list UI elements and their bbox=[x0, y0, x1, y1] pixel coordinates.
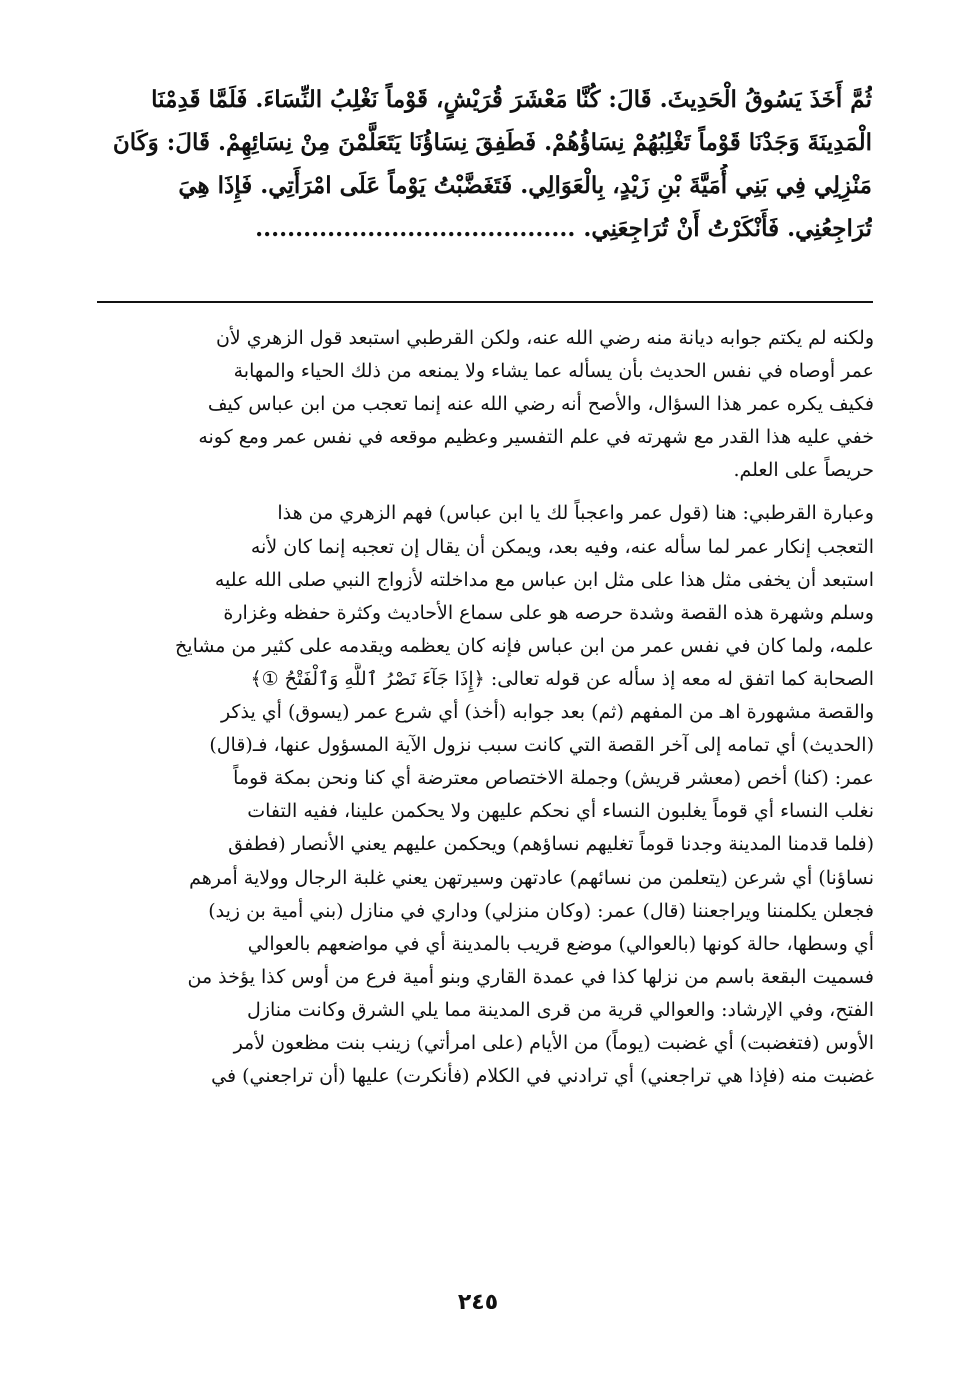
commentary-line: نساؤنا) أي شرعن (يتعلمن من نسائهم) عادتهن وسيرتهن يعني غلبة الرجال وولاية أمرهم bbox=[189, 866, 874, 889]
hadith-line: الْمَدِينَةَ وَجَدْنَا قَوْماً تَغْلِبُهُمْ نِسَاؤُهُمْ. فَطَفِقَ نِسَاؤُنَا يَتَعَلَّمْنَ مِنْ نِسَائِهِمْ. قَالَ: وَكَانَ bbox=[112, 129, 872, 156]
commentary-line: والقصة مشهورة اهـ من المفهم (ثم) بعد جوابه (أخذ) أي شرع عمر (يسوق) أي يذكر bbox=[220, 701, 874, 724]
commentary-line: أي وسطها، حالة كونها (بالعوالي) موضع قريب بالمدينة أي في مواضعهم بالعوالي bbox=[247, 932, 874, 955]
commentary-line: حريصاً على العلم. bbox=[733, 459, 874, 482]
commentary-line: عمر أوصاه في نفس الحديث بأن يسأله عما يشاء ولا يمنعه من ذلك الحياء والمهابة bbox=[233, 360, 874, 383]
hadith-line: ثُمَّ أَخَذَ يَسُوقُ الْحَدِيثَ. قَالَ: كُنَّا مَعْشَرَ قُرَيْشٍ، قَوْماً نَغْلِبُ النِّسَاءَ. فَلَمَّا قَدِمْنَا bbox=[151, 86, 872, 113]
commentary-line: عمر: (كنا) أخص (معشر قريش) وجملة الاختصاص معترضة أي كنا ونحن بمكة قوماً bbox=[233, 767, 874, 790]
commentary-line: خفي عليه هذا القدر مع شهرته في علم التفسير وعظيم موقعه في نفس عمر ومع كونه bbox=[198, 426, 874, 449]
commentary-line: وعبارة القرطبي: هنا (قول عمر واعجباً لك يا ابن عباس) فهم الزهري من هذا bbox=[277, 502, 874, 525]
hadith-line: تُرَاجِعُنِي. فَأَنْكَرْتُ أَنْ تُرَاجِعَنِي. ........................................ bbox=[255, 215, 872, 242]
commentary-line: فكيف يكره عمر هذا السؤال، والأصح أنه رضي الله عنه إنما تعجب من ابن عباس كيف bbox=[207, 393, 874, 416]
commentary-line: التعجب إنكار عمر لما سأله عنه، وفيه بعد، ويمكن أن يقال إن تعجبه إنما كان لأنه bbox=[250, 535, 874, 558]
commentary-line: علمه، ولما كان في نفس عمر من ابن عباس فإنه كان يعظمه ويقدمه على كثير من مشايخ bbox=[175, 634, 874, 657]
commentary-line: (الحديث) أي تمامه إلى آخر القصة التي كانت سبب نزول الآية المسؤول عنها، فـ(قال) bbox=[209, 734, 874, 757]
hadith-text-block bbox=[98, 78, 872, 250]
commentary-line: الصحابة كما اتفق له معه إذ سأله عن قوله تعالى: ﴿إِذَا جَآءَ نَصْرُ ٱللَّهِ وَٱلْفَتْحُ ①﴾ bbox=[250, 667, 874, 690]
commentary-line: ولكنه لم يكتم جوابه ديانة منه رضي الله عنه، ولكن القرطبي استبعد قول الزهري لأن bbox=[215, 327, 874, 349]
commentary-line: فجعلن يكلمننا ويراجعننا (قال) عمر: (وكان منزلي) وداري في منازل (بني أمية بن زيد) bbox=[208, 899, 874, 922]
commentary-line: غضبت منه (فإذا هي تراجعني) أي ترادني في الكلام (فأنكرت) عليها (أن تراجعني) في bbox=[211, 1065, 874, 1088]
page-number: ٢٤٥ bbox=[457, 1290, 499, 1315]
commentary-line: وسلم وشهرة هذه القصة وشدة حرصه هو على سماع الأحاديث وكثرة حفظه وغزارة bbox=[223, 601, 874, 624]
commentary-line: فسميت البقعة باسم من نزلها كذا في عمدة القاري وبنو أمية فرع من أوس كذا يؤخذ من bbox=[187, 965, 874, 988]
commentary-line: الفتح، وفي الإرشاد: والعوالي قرية من قرى المدينة مما يلي الشرق وكانت منازل bbox=[247, 998, 874, 1021]
commentary-text-block bbox=[94, 322, 874, 1093]
separator-line bbox=[97, 301, 873, 303]
commentary-line: استبعد أن يخفى مثل هذا على مثل ابن عباس مع مداخلته لأزواج النبي صلى الله عليه bbox=[214, 568, 874, 591]
commentary-line: (فلما قدمنا المدينة وجدنا قوماً تغليهم نساؤهم) ويحكمن عليهم يعني الأنصار (فطفق bbox=[228, 833, 874, 856]
hadith-line: مَنْزِلِي فِي بَنِي أُمَيَّةَ بْنِ زَيْدٍ، بِالْعَوَالِي. فَتَغَضَّبْتُ يَوْماً عَلَى امْرَأَتِي. فَإِذَا هِيَ bbox=[178, 172, 872, 199]
commentary-line: نغلب النساء أي قوماً يغلبون النساء أي نحكم عليهن ولا يحكمن علينا، ففيه التفات bbox=[247, 800, 874, 823]
commentary-line: الأوس (فتغضبت) أي غضبت (يوماً) من الأيام (على امرأتي) زينب بنت مظعون لأمر bbox=[233, 1031, 874, 1054]
